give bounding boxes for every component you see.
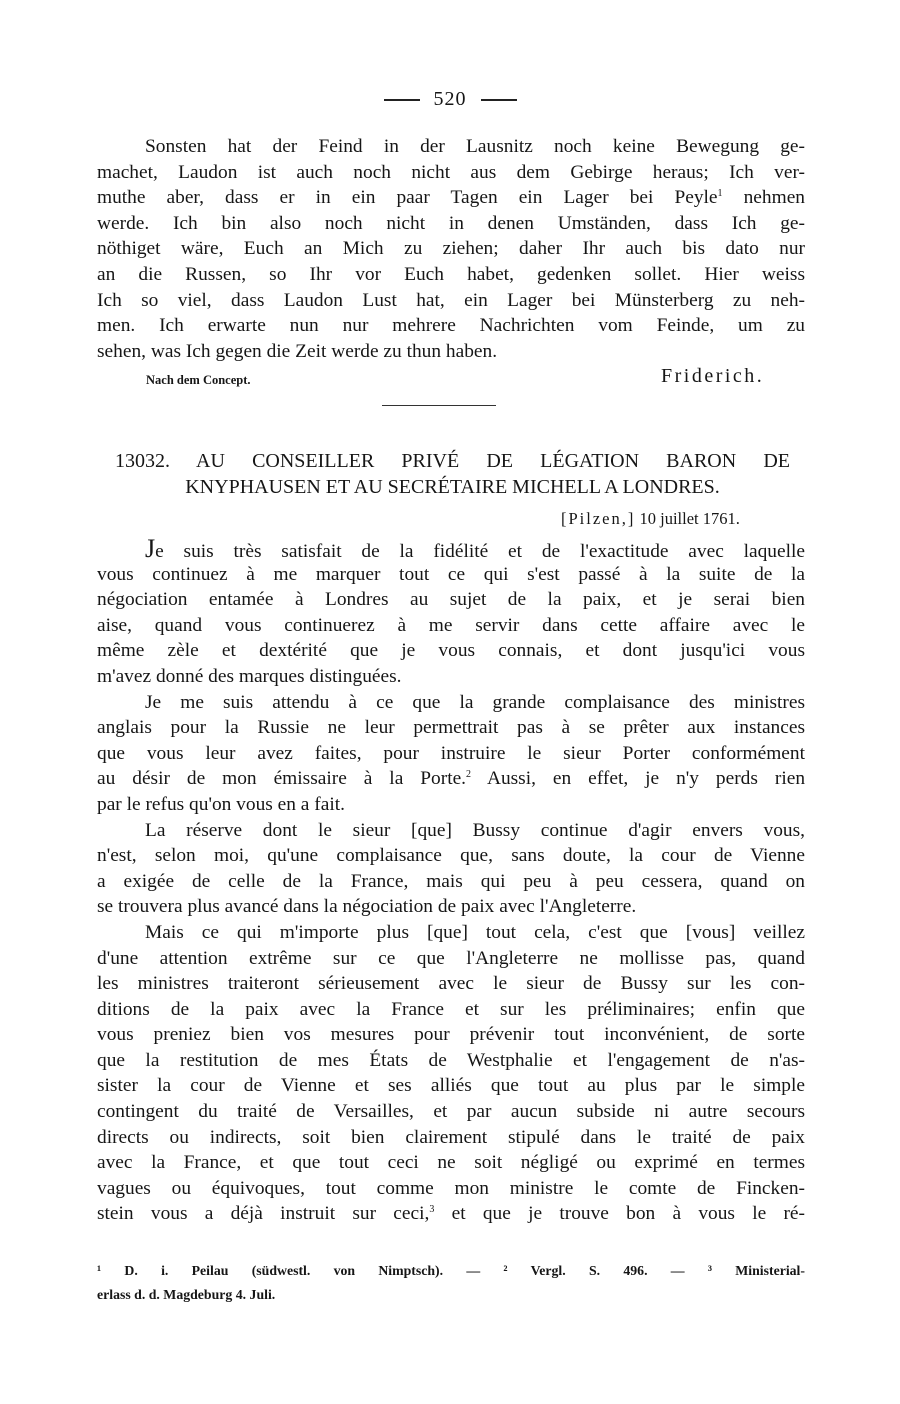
page-header [0,88,900,111]
text-span: e suis très satisfait de la fidélité et de l'exactitude avec laquelle [155,541,805,562]
text-line: directs ou indirects, soit bien clairement stipulé dans le traité de paix [97,1126,805,1148]
text-line: La réserve dont le sieur [que] Bussy continue d'agir envers vous, [145,819,805,841]
text-line: men. Ich erwarte nun nur mehrere Nachrichten vom Feinde, um zu [97,315,805,337]
text-line: werde. Ich bin also noch nicht in denen Umständen, dass Ich ge- [97,212,805,234]
text-line: même zèle et dextérité que je vous connais, et dont jusqu'ici vous [97,640,805,662]
letter-1-text [97,134,805,364]
footnote-line: erlass d. d. Magdeburg 4. Juli. [97,1287,276,1302]
text-line: Ich so viel, dass Laudon Lust hat, ein Lager bei Münsterberg zu neh- [97,289,805,311]
text-line: vagues ou équivoques, tout comme mon ministre le comte de Fincken- [97,1177,805,1199]
place: [Pilzen,] [561,509,636,528]
document-heading [115,449,790,501]
heading-text: AU CONSEILLER PRIVÉ DE LÉGATION BARON DE [196,450,790,472]
text-line: vous preniez bien vos mesures pour prévenir tout inconvénient, de sorte [97,1024,805,1046]
text-line: se trouvera plus avancé dans la négociation de paix avec l'Angleterre. [97,896,637,918]
text-line: que la restitution de mes États de Westphalie et l'engagement de n'as- [97,1049,805,1071]
initial-letter: J [145,536,156,562]
text-line: an die Russen, so Ihr vor Euch habet, gedenken sollet. Hier weiss [97,263,805,285]
heading-line-2: KNYPHAUSEN ET AU SECRÉTAIRE MICHELL A LONDRES. [185,476,720,498]
text-line: Sonsten hat der Feind in der Lausnitz noch keine Bewegung ge- [145,136,805,157]
text-line: que vous leur avez faites, pour instruire le sieur Porter conformément [97,742,805,764]
text-line: nöthiget wäre, Euch an Mich zu ziehen; daher Ihr auch bis dato nur [97,238,805,260]
letter-2-text [97,536,805,1227]
text-line: ditions de la paix avec la France et sur les préliminaires; enfin que [97,998,805,1020]
footnote-marker: 2 [466,769,472,781]
text-line: aise, quand vous continuerez à me servir dans cette affaire avec le [97,614,805,636]
text-span: et que je trouve bon à vous le ré- [451,1203,805,1225]
page-number: 520 [433,88,467,110]
text-span: Aussi, en effet, je n'y perds rien [486,768,805,790]
heading-line-1 [115,449,790,475]
footnote-line: ¹ D. i. Peilau (südwestl. von Nimptsch). — ² Vergl. S. 496. — ³ Ministerial- [97,1263,805,1278]
text-line: Mais ce qui m'importe plus [que] tout cela, c'est que [vous] veillez [145,921,805,943]
text-span: nehmen [743,187,805,209]
text-line [97,1201,805,1227]
text-line: Je me suis attendu à ce que la grande complaisance des ministres [145,691,805,713]
text-line: les ministres traiteront sérieusement avec le sieur de Bussy sur les con- [97,973,805,995]
header-dash-left [384,99,420,101]
footnote-marker: 1 [717,188,723,200]
text-line [97,185,805,211]
text-line: négociation entamée à Londres au sujet de la paix, et je serai bien [97,589,805,611]
text-line: vous continuez à me marquer tout ce qui s'est passé à la suite de la [97,563,805,585]
text-line: a exigée de celle de la France, mais qui peu à peu cessera, quand on [97,870,805,892]
document-date [561,509,740,529]
header-dash-right [481,99,517,101]
signature: Friderich. [661,365,765,387]
date: 10 juillet 1761. [639,509,740,528]
text-span: au désir de mon émissaire à la Porte. [97,768,467,790]
text-span: stein vous a déjà instruit sur ceci, [97,1203,430,1225]
text-line: anglais pour la Russie ne leur permettrait pas à se prêter aux instances [97,717,805,739]
text-span: muthe aber, dass er in ein paar Tagen ein Lager bei Peyle [97,187,718,209]
footnotes [97,1259,805,1307]
section-divider [382,405,496,406]
text-line: sister la cour de Vienne et ses alliés que tout au plus par le simple [97,1075,805,1097]
text-line: sehen, was Ich gegen die Zeit werde zu thun haben. [97,340,498,362]
document-number: 13032. [115,450,170,472]
text-line: par le refus qu'on vous en a fait. [97,793,345,815]
text-line: d'une attention extrême sur ce que l'Angleterre ne mollisse pas, quand [97,947,805,969]
source-note: Nach dem Concept. [146,373,251,387]
text-line: avec la France, et que tout ceci ne soit négligé ou exprimé en termes [97,1152,805,1174]
text-line [97,536,805,562]
text-line: machet, Laudon ist auch noch nicht aus dem Gebirge heraus; Ich ver- [97,161,805,183]
text-line [97,766,805,792]
text-line: m'avez donné des marques distinguées. [97,665,402,687]
text-line: contingent du traité de Versailles, et par aucun subside ni autre secours [97,1101,805,1123]
footnote-marker: 3 [429,1204,435,1216]
text-line: n'est, selon moi, qu'une complaisance que, sans doute, la cour de Vienne [97,845,805,867]
